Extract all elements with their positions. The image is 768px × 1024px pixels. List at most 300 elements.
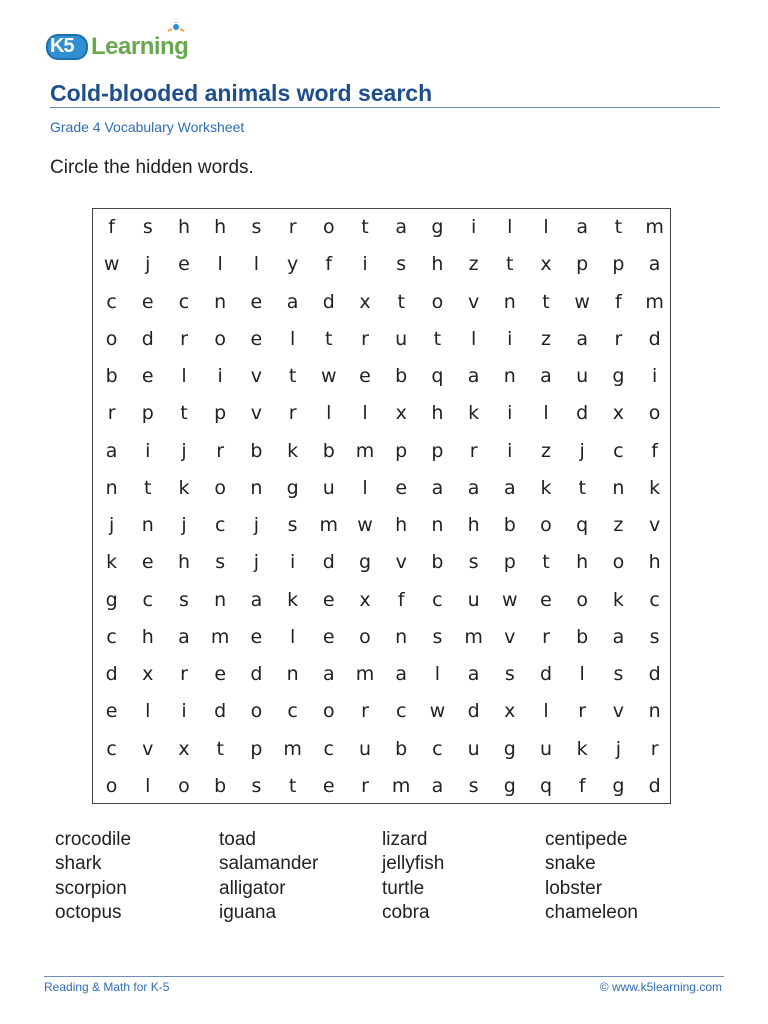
grid-row	[93, 656, 670, 693]
word-list-item: crocodile	[55, 829, 132, 850]
grid-letter: k	[576, 737, 588, 760]
grid-letter: m	[355, 663, 375, 685]
grid-row	[93, 209, 670, 246]
grid-letter: s	[432, 625, 443, 648]
grid-letter: t	[433, 327, 442, 350]
grid-letter: l	[217, 253, 223, 276]
grid-letter: l	[507, 216, 513, 238]
grid-letter: x	[178, 737, 190, 760]
grid-letter: e	[250, 327, 263, 350]
word-list-column	[219, 828, 379, 925]
grid-letter: n	[105, 476, 118, 499]
footer-tagline: Reading & Math for K-5	[44, 980, 170, 994]
word-list-item: centipede	[545, 829, 628, 850]
grid-letter: l	[543, 402, 549, 425]
word-list-item: turtle	[382, 877, 425, 899]
grid-letter: v	[612, 700, 625, 723]
grid-letter: c	[178, 290, 190, 313]
grid-letter: j	[615, 737, 622, 760]
grid-letter: s	[179, 588, 189, 611]
grid-letter: k	[287, 439, 299, 462]
grid-letter: i	[217, 365, 223, 387]
grid-letter: d	[322, 290, 335, 313]
word-list-column	[55, 828, 215, 925]
grid-letter: n	[648, 700, 661, 723]
grid-letter: w	[321, 365, 337, 387]
grid-letter: f	[651, 439, 658, 462]
grid-row	[93, 768, 670, 805]
grid-row	[93, 321, 670, 358]
grid-letter: a	[467, 365, 480, 387]
grid-letter: a	[431, 774, 444, 797]
grid-letter: a	[105, 439, 118, 462]
grid-row	[93, 246, 670, 283]
grid-letter: g	[503, 737, 516, 760]
grid-row	[93, 470, 670, 507]
grid-letter: v	[648, 514, 661, 536]
grid-letter: l	[145, 774, 151, 797]
grid-letter: z	[613, 514, 624, 536]
grid-letter: t	[397, 290, 405, 313]
grid-letter: v	[250, 365, 263, 387]
grid-letter: d	[648, 774, 661, 797]
grid-letter: q	[576, 514, 589, 536]
grid-letter: y	[286, 253, 299, 276]
grid-letter: h	[431, 253, 444, 276]
grid-letter: e	[322, 588, 335, 611]
grid-letter: c	[106, 625, 117, 648]
grid-letter: s	[649, 625, 660, 648]
grid-letter: i	[145, 439, 151, 462]
grid-letter: p	[503, 551, 516, 574]
grid-letter: i	[651, 365, 658, 387]
grid-letter: d	[250, 663, 263, 685]
grid-letter: n	[503, 290, 516, 313]
grid-letter: h	[431, 402, 444, 425]
grid-letter: k	[649, 476, 661, 499]
grid-letter: c	[106, 290, 117, 313]
grid-letter: e	[250, 290, 263, 313]
grid-letter: a	[503, 476, 516, 499]
grid-row	[93, 395, 670, 432]
grid-letter: a	[576, 327, 589, 350]
grid-letter: d	[214, 700, 227, 723]
grid-letter: r	[578, 700, 587, 723]
grid-letter: o	[214, 476, 226, 499]
k5-badge-text: K5	[50, 35, 74, 57]
grid-letter: i	[470, 216, 477, 238]
grid-letter: a	[395, 663, 408, 685]
grid-letter: u	[467, 737, 480, 760]
grid-letter: c	[142, 588, 153, 611]
word-list-item: alligator	[219, 877, 286, 899]
grid-letter: f	[325, 253, 333, 276]
page-title: Cold-blooded animals word search	[50, 80, 433, 106]
grid-letter: k	[540, 476, 552, 499]
word-search-grid	[92, 208, 671, 804]
grid-letter: k	[106, 551, 118, 574]
grid-letter: d	[467, 700, 480, 723]
grid-letter: i	[181, 700, 187, 723]
grid-letter: w	[574, 290, 590, 313]
grid-letter: k	[178, 476, 190, 499]
grid-letter: b	[322, 439, 335, 462]
grid-letter: w	[429, 700, 446, 723]
grid-letter: m	[319, 514, 339, 536]
grid-letter: s	[613, 663, 624, 685]
grid-letter: c	[432, 737, 443, 760]
grid-letter: o	[431, 290, 444, 313]
grid-letter: t	[578, 476, 586, 499]
grid-letter: k	[468, 402, 480, 425]
grid-letter: e	[359, 365, 371, 387]
grid-letter: p	[612, 253, 625, 276]
grid-letter: e	[105, 700, 118, 723]
grid-letter: r	[469, 439, 478, 462]
grid-letter: b	[250, 439, 263, 462]
word-list-item: chameleon	[545, 901, 638, 923]
grid-letter: n	[214, 290, 227, 313]
grid-letter: o	[612, 551, 625, 574]
grid-letter: s	[251, 774, 262, 797]
grid-letter: t	[325, 327, 333, 350]
word-list-item: toad	[219, 829, 256, 850]
grid-letter: x	[504, 700, 516, 723]
grid-row	[93, 358, 670, 395]
grid-letter: g	[612, 774, 625, 797]
grid-letter: r	[288, 402, 297, 425]
grid-letter: n	[214, 588, 227, 611]
grid-letter: s	[251, 216, 262, 238]
grid-letter: e	[540, 588, 552, 611]
grid-letter: o	[540, 514, 552, 536]
grid-letter: e	[322, 625, 335, 648]
grid-letter: z	[540, 327, 551, 350]
grid-letter: r	[542, 625, 550, 648]
word-list-column	[382, 828, 542, 925]
word-list-item: jellyfish	[382, 853, 445, 875]
grid-letter: i	[362, 253, 368, 276]
grid-row	[93, 582, 670, 619]
grid-letter: s	[504, 663, 515, 685]
grid-letter: m	[355, 439, 375, 462]
word-list-item: octopus	[55, 901, 122, 923]
grid-letter: l	[543, 700, 549, 723]
grid-letter: z	[468, 253, 479, 276]
word-list-item: salamander	[219, 853, 319, 875]
grid-letter: g	[612, 365, 625, 387]
word-list-item: snake	[545, 853, 596, 875]
grid-letter: a	[431, 476, 444, 499]
grid-letter: v	[250, 402, 263, 425]
grid-letter: d	[322, 551, 335, 574]
grid-letter: o	[105, 327, 118, 350]
grid-letter: u	[539, 737, 552, 760]
sparkle-icon	[162, 22, 190, 38]
grid-letter: c	[395, 700, 407, 723]
grid-letter: w	[502, 588, 518, 611]
grid-letter: c	[432, 588, 443, 611]
grid-letter: s	[287, 514, 298, 536]
grid-letter: b	[576, 625, 589, 648]
grid-letter: x	[395, 402, 407, 425]
grid-letter: a	[612, 625, 625, 648]
grid-letter: j	[181, 514, 187, 536]
grid-letter: s	[142, 216, 153, 238]
grid-letter: l	[289, 327, 296, 350]
grid-letter: r	[650, 737, 659, 760]
grid-row	[93, 693, 670, 730]
grid-letter: h	[177, 551, 190, 574]
title-divider	[50, 107, 720, 108]
grid-letter: n	[395, 625, 408, 648]
grid-letter: t	[361, 216, 369, 238]
grid-letter: g	[431, 216, 444, 238]
footer-divider	[44, 976, 724, 977]
grid-letter: b	[214, 774, 227, 797]
grid-letter: j	[181, 439, 187, 462]
grid-row	[93, 619, 670, 656]
grid-row	[93, 544, 670, 581]
grid-letter: g	[358, 551, 372, 574]
grid-letter: n	[503, 365, 516, 387]
grid-letter: a	[178, 625, 190, 648]
grid-letter: h	[467, 514, 480, 536]
grid-letter: r	[361, 700, 369, 723]
grid-letter: s	[468, 551, 479, 574]
grid-letter: a	[576, 216, 589, 238]
grid-letter: t	[216, 737, 224, 760]
grid-letter: e	[395, 476, 408, 499]
grid-letter: b	[105, 365, 118, 387]
grid-letter: o	[322, 216, 335, 238]
grid-letter: t	[542, 290, 550, 313]
grid-letter: e	[250, 625, 263, 648]
grid-letter: i	[507, 439, 513, 462]
grid-letter: s	[468, 774, 479, 797]
grid-letter: l	[362, 402, 368, 425]
grid-letter: b	[395, 365, 408, 387]
grid-letter: k	[612, 588, 624, 611]
grid-letter: a	[467, 663, 480, 685]
grid-letter: t	[506, 253, 514, 276]
grid-letter: r	[216, 439, 225, 462]
grid-letter: r	[361, 327, 369, 350]
word-list-item: cobra	[382, 901, 430, 923]
grid-letter: b	[395, 737, 408, 760]
grid-letter: n	[612, 476, 625, 499]
word-list-item: scorpion	[55, 877, 127, 899]
grid-letter: o	[214, 327, 226, 350]
grid-letter: n	[141, 514, 154, 536]
grid-letter: f	[108, 216, 115, 238]
grid-letter: x	[540, 253, 552, 276]
grid-letter: t	[144, 476, 152, 499]
grid-letter: e	[141, 365, 154, 387]
grid-letter: p	[431, 439, 444, 462]
grid-letter: z	[540, 439, 551, 462]
grid-letter: a	[540, 365, 552, 387]
instructions: Circle the hidden words.	[50, 157, 254, 178]
grid-letter: d	[105, 663, 118, 685]
grid-letter: o	[322, 700, 335, 723]
grid-letter: l	[145, 700, 151, 723]
learning-wordmark: Learning	[91, 33, 189, 60]
grid-letter: o	[648, 402, 661, 425]
grid-row	[93, 433, 670, 470]
grid-letter: h	[395, 514, 408, 536]
grid-letter: t	[542, 551, 550, 574]
grid-letter: a	[286, 290, 299, 313]
grid-letter: t	[288, 365, 297, 387]
grid-letter: u	[358, 737, 371, 760]
grid-letter: c	[106, 737, 117, 760]
grid-letter: d	[576, 402, 589, 425]
grid-letter: r	[180, 663, 188, 685]
grid-letter: h	[141, 625, 154, 648]
word-list-column	[545, 828, 705, 925]
grid-letter: v	[504, 625, 516, 648]
grid-letter: h	[648, 551, 661, 574]
grid-letter: b	[431, 551, 444, 574]
page-subtitle: Grade 4 Vocabulary Worksheet	[50, 119, 245, 135]
grid-letter: x	[359, 290, 371, 313]
grid-letter: e	[178, 253, 190, 276]
grid-row	[93, 284, 670, 321]
grid-letter: d	[648, 663, 661, 685]
grid-letter: u	[576, 365, 589, 387]
grid-letter: e	[141, 290, 154, 313]
grid-letter: o	[576, 588, 588, 611]
grid-letter: w	[103, 253, 120, 276]
k5-learning-logo	[44, 24, 204, 64]
grid-letter: p	[214, 402, 227, 425]
grid-letter: r	[180, 327, 188, 350]
grid-letter: c	[287, 700, 298, 723]
grid-letter: l	[289, 625, 296, 648]
grid-letter: a	[250, 588, 263, 611]
grid-letter: k	[287, 588, 299, 611]
grid-row	[93, 507, 670, 544]
grid-letter: r	[614, 327, 623, 350]
grid-row	[93, 731, 670, 768]
grid-letter: l	[579, 663, 585, 685]
grid-letter: x	[612, 402, 625, 425]
grid-letter: j	[253, 551, 260, 574]
grid-letter: q	[431, 365, 444, 387]
grid-letter: a	[467, 476, 480, 499]
grid-letter: a	[395, 216, 408, 238]
grid-letter: g	[503, 774, 516, 797]
grid-letter: f	[615, 290, 622, 313]
grid-letter: c	[613, 439, 624, 462]
grid-letter: o	[178, 774, 190, 797]
grid-letter: s	[215, 551, 226, 574]
grid-letter: g	[286, 476, 299, 499]
grid-letter: l	[181, 365, 187, 387]
grid-letter: c	[323, 737, 334, 760]
grid-letter: s	[396, 253, 407, 276]
grid-letter: t	[614, 216, 623, 238]
word-list-item: iguana	[219, 901, 277, 923]
grid-letter: p	[250, 737, 263, 760]
grid-letter: r	[107, 402, 116, 425]
grid-letter: e	[141, 551, 154, 574]
grid-letter: l	[434, 663, 441, 685]
grid-letter: m	[645, 290, 664, 313]
grid-letter: j	[145, 253, 151, 276]
grid-letter: p	[576, 253, 589, 276]
grid-letter: v	[142, 737, 154, 760]
grid-letter: j	[253, 514, 260, 536]
grid-letter: a	[322, 663, 335, 685]
grid-letter: j	[579, 439, 585, 462]
grid-letter: h	[214, 216, 227, 238]
grid-letter: l	[253, 253, 260, 276]
grid-letter: o	[359, 625, 371, 648]
grid-letter: p	[141, 402, 154, 425]
grid-letter: i	[507, 327, 513, 350]
grid-letter: f	[397, 588, 405, 611]
grid-letter: o	[250, 700, 263, 723]
grid-letter: i	[289, 551, 296, 574]
word-list-item: lizard	[382, 829, 428, 850]
grid-letter: d	[141, 327, 154, 350]
grid-letter: x	[142, 663, 154, 685]
grid-letter: n	[286, 663, 299, 685]
grid-letter: m	[283, 737, 302, 760]
grid-letter: h	[177, 216, 190, 238]
grid-letter: r	[288, 216, 297, 238]
grid-letter: n	[431, 514, 444, 536]
grid-letter: e	[214, 663, 227, 685]
grid-letter: v	[395, 551, 407, 574]
grid-letter: q	[539, 774, 553, 797]
grid-letter: l	[362, 476, 368, 499]
grid-letter: l	[470, 327, 477, 350]
grid-letter: e	[322, 774, 335, 797]
grid-letter: j	[108, 514, 115, 536]
grid-letter: t	[288, 774, 297, 797]
grid-letter: g	[105, 588, 118, 611]
word-list-item: lobster	[545, 877, 603, 899]
grid-letter: p	[395, 439, 408, 462]
grid-letter: v	[467, 290, 480, 313]
grid-letter: i	[507, 402, 513, 425]
grid-letter: n	[250, 476, 263, 499]
grid-letter: l	[543, 216, 549, 238]
grid-letter: m	[210, 625, 230, 648]
grid-letter: c	[214, 514, 226, 536]
grid-letter: m	[391, 774, 411, 797]
grid-letter: b	[503, 514, 516, 536]
grid-letter: c	[649, 588, 660, 611]
grid-letter: l	[326, 402, 332, 425]
grid-letter: t	[180, 402, 188, 425]
word-list-item: shark	[55, 853, 102, 875]
grid-letter: m	[645, 216, 664, 238]
grid-letter: d	[539, 663, 553, 685]
footer-website: © www.k5learning.com	[599, 980, 722, 994]
grid-letter: o	[105, 774, 118, 797]
grid-letter: r	[361, 774, 369, 797]
grid-letter: f	[578, 774, 586, 797]
grid-letter: h	[576, 551, 589, 574]
grid-letter: d	[648, 327, 661, 350]
word-list	[55, 828, 735, 928]
grid-letter: u	[395, 327, 408, 350]
grid-letter: x	[359, 588, 371, 611]
